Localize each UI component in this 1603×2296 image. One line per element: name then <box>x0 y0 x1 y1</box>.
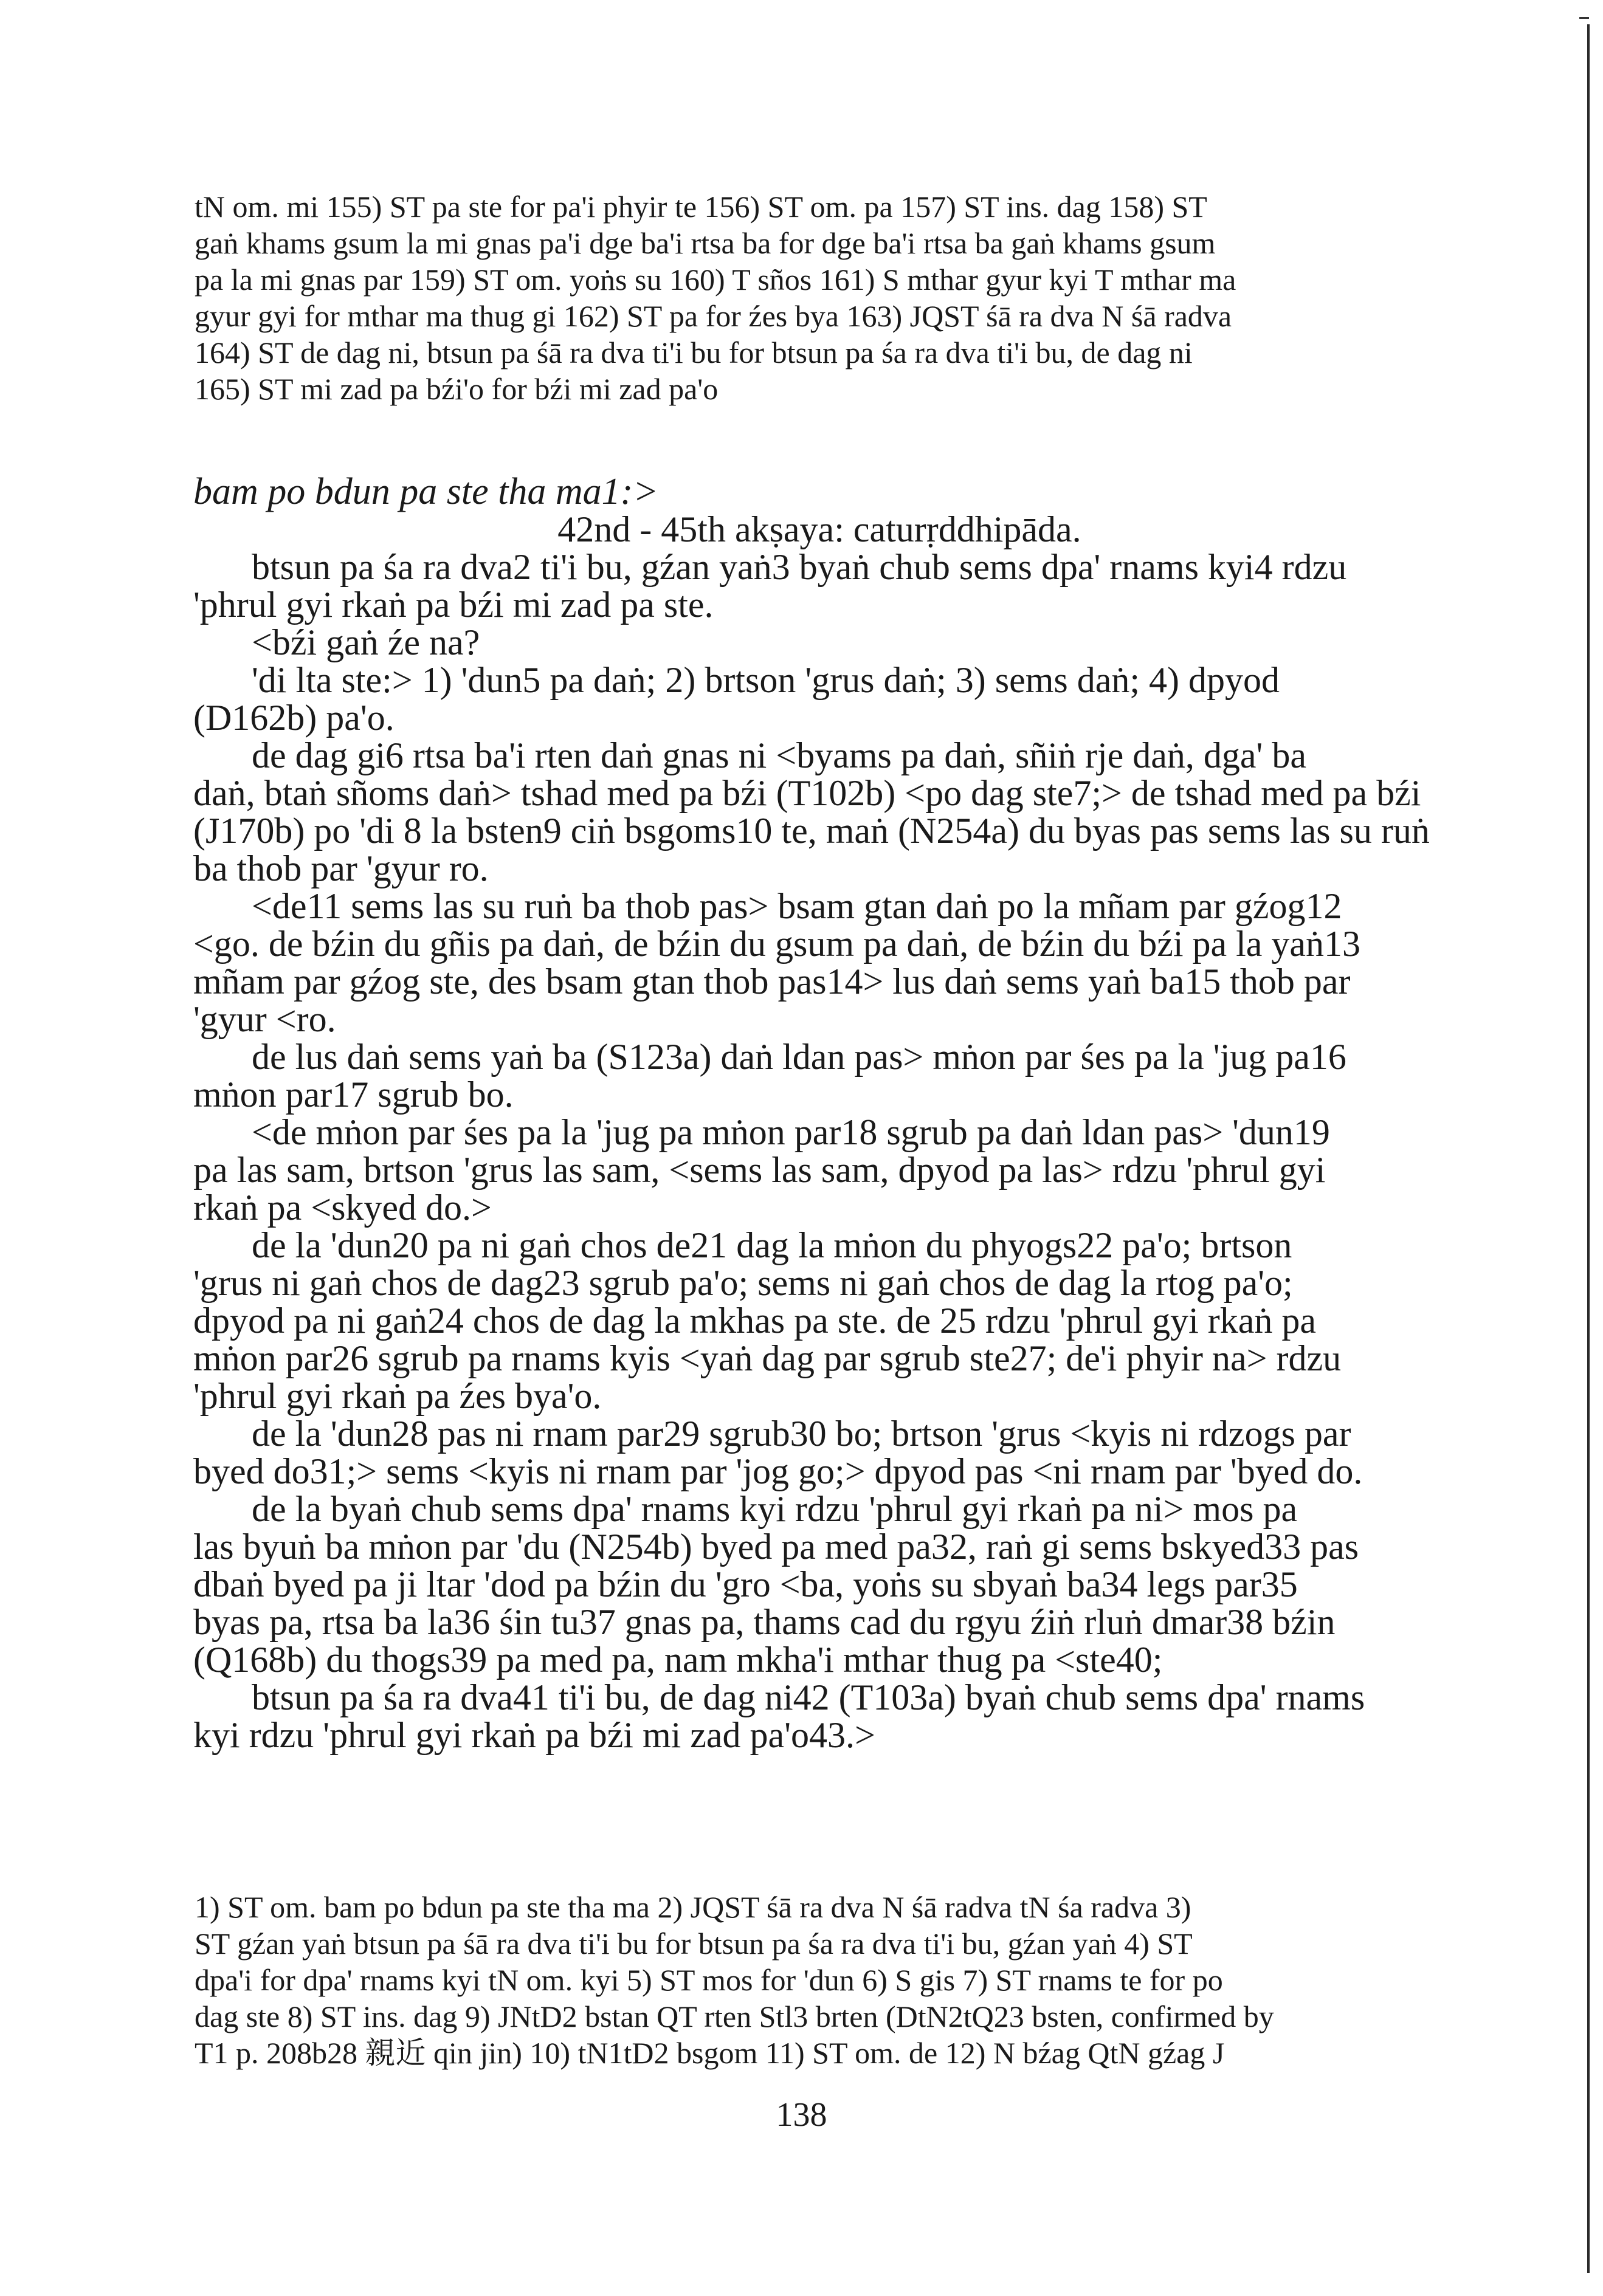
footnote-line: dpa'i for dpa' rnams kyi tN om. kyi 5) ST mos for 'dun 6) S gis 7) ST rnams te for po <box>195 1963 1223 1997</box>
text-line: mñam par gźog ste, des bsam gtan thob pas14> lus daṅ sems yaṅ ba15 thob par <box>193 961 1351 1002</box>
text-line: 'phrul gyi rkaṅ pa bźi mi zad pa ste. <box>193 585 714 625</box>
text-line: (D162b) pa'o. <box>193 698 395 738</box>
text-line: de lus daṅ sems yaṅ ba (S123a) daṅ ldan pas> mṅon par śes pa la 'jug pa16 <box>252 1037 1346 1077</box>
footnote-line: dag ste 8) ST ins. dag 9) JNtD2 bstan QT rten Stl3 brten (DtN2tQ23 bsten, confirmed by <box>195 1999 1274 2033</box>
text-line: <go. de bźin du gñis pa daṅ, de bźin du gsum pa daṅ, de bźin du bźi pa la yaṅ13 <box>193 924 1361 964</box>
section-subtitle: 42nd - 45th akṣaya: caturṛddhipāda. <box>557 509 1081 549</box>
text-line: rkaṅ pa <skyed do.> <box>193 1188 492 1228</box>
scan-edge-line <box>1587 24 1590 2273</box>
text-line: 'phrul gyi rkaṅ pa źes bya'o. <box>193 1376 602 1416</box>
scan-corner-mark <box>1579 17 1589 19</box>
text-line: (J170b) po 'di 8 la bsten9 ciṅ bsgoms10 te, maṅ (N254a) du byas pas sems las su ruṅ <box>193 811 1430 851</box>
text-line: 'grus ni gaṅ chos de dag23 sgrub pa'o; sems ni gaṅ chos de dag la rtog pa'o; <box>193 1263 1293 1303</box>
footnote-line: T1 p. 208b28 親近 qin jin) 10) tN1tD2 bsgom 11) ST om. de 12) N bźag QtN gźag J <box>195 2036 1225 2070</box>
note-line: gyur gyi for mthar ma thug gi 162) ST pa for źes bya 163) JQST śā ra dva N śā radva <box>195 299 1232 333</box>
section-title: bam po bdun pa ste tha ma1:> <box>193 471 659 512</box>
footnote-line: ST gźan yaṅ btsun pa śā ra dva ti'i bu for btsun pa śa ra dva ti'i bu, gźan yaṅ 4) ST <box>195 1927 1193 1961</box>
text-line: mṅon par17 sgrub bo. <box>193 1074 514 1115</box>
text-line: byas pa, rtsa ba la36 śin tu37 gnas pa, thams cad du rgyu źiṅ rluṅ dmar38 bźin <box>193 1602 1336 1642</box>
text-line: btsun pa śa ra dva41 ti'i bu, de dag ni42 (T103a) byaṅ chub sems dpa' rnams <box>252 1677 1365 1717</box>
note-line: tN om. mi 155) ST pa ste for pa'i phyir te 156) ST om. pa 157) ST ins. dag 158) ST <box>195 190 1207 224</box>
text-line: byed do31;> sems <kyis ni rnam par 'jog go;> dpyod pas <ni rnam par 'byed do. <box>193 1451 1363 1491</box>
text-line: <bźi gaṅ źe na? <box>252 622 480 662</box>
page-number: 138 <box>776 2096 827 2134</box>
text-line: de la 'dun20 pa ni gaṅ chos de21 dag la mṅon du phyogs22 pa'o; brtson <box>252 1225 1292 1265</box>
text-line: 'gyur <ro. <box>193 999 336 1039</box>
text-line: de la byaṅ chub sems dpa' rnams kyi rdzu 'phrul gyi rkaṅ pa ni> mos pa <box>252 1489 1298 1529</box>
note-line: pa la mi gnas par 159) ST om. yoṅs su 160) T sños 161) S mthar gyur kyi T mthar ma <box>195 263 1236 297</box>
text-line: ba thob par 'gyur ro. <box>193 848 489 888</box>
footnote-line: 1) ST om. bam po bdun pa ste tha ma 2) JQST śā ra dva N śā radva tN śa radva 3) <box>195 1890 1191 1924</box>
main-text <box>193 473 1446 1754</box>
note-line: 165) ST mi zad pa bźi'o for bźi mi zad pa'o <box>195 372 719 406</box>
text-line: kyi rdzu 'phrul gyi rkaṅ pa bźi mi zad pa'o43.> <box>193 1715 875 1755</box>
text-line: las byuṅ ba mṅon par 'du (N254b) byed pa med pa32, raṅ gi sems bskyed33 pas <box>193 1527 1359 1567</box>
text-line: mṅon par26 sgrub pa rnams kyis <yaṅ dag par sgrub ste27; de'i phyir na> rdzu <box>193 1338 1342 1378</box>
text-line: de dag gi6 rtsa ba'i rten daṅ gnas ni <byams pa daṅ, sñiṅ rje daṅ, dga' ba <box>252 735 1306 775</box>
text-line: 'di lta ste:> 1) 'dun5 pa daṅ; 2) brtson 'grus daṅ; 3) sems daṅ; 4) dpyod <box>252 660 1280 700</box>
text-line: <de mṅon par śes pa la 'jug pa mṅon par18 sgrub pa daṅ ldan pas> 'dun19 <box>252 1112 1330 1152</box>
text-line: de la 'dun28 pas ni rnam par29 sgrub30 bo; brtson 'grus <kyis ni rdzogs par <box>252 1414 1351 1454</box>
text-line: btsun pa śa ra dva2 ti'i bu, gźan yaṅ3 byaṅ chub sems dpa' rnams kyi4 rdzu <box>252 547 1347 587</box>
text-line: (Q168b) du thogs39 pa med pa, nam mkha'i mthar thug pa <ste40; <box>193 1640 1163 1680</box>
text-line: daṅ, btaṅ sñoms daṅ> tshad med pa bźi (T102b) <po dag ste7;> de tshad med pa bźi <box>193 773 1421 813</box>
text-line: dbaṅ byed pa ji ltar 'dod pa bźin du 'gro <ba, yoṅs su sbyaṅ ba34 legs par35 <box>193 1564 1298 1604</box>
top-footnotes <box>195 188 1435 407</box>
text-line: pa las sam, brtson 'grus las sam, <sems las sam, dpyod pa las> rdzu 'phrul gyi <box>193 1150 1326 1190</box>
note-line: gaṅ khams gsum la mi gnas pa'i dge ba'i rtsa ba for dge ba'i rtsa ba gaṅ khams gsum <box>195 226 1216 260</box>
note-line: 164) ST de dag ni, btsun pa śā ra dva ti'i bu for btsun pa śa ra dva ti'i bu, de dag ni <box>195 335 1193 369</box>
text-line: <de11 sems las su ruṅ ba thob pas> bsam gtan daṅ po la mñam par gźog12 <box>252 886 1342 926</box>
footnotes <box>195 1889 1435 2071</box>
text-line: dpyod pa ni gaṅ24 chos de dag la mkhas pa ste. de 25 rdzu 'phrul gyi rkaṅ pa <box>193 1301 1317 1341</box>
